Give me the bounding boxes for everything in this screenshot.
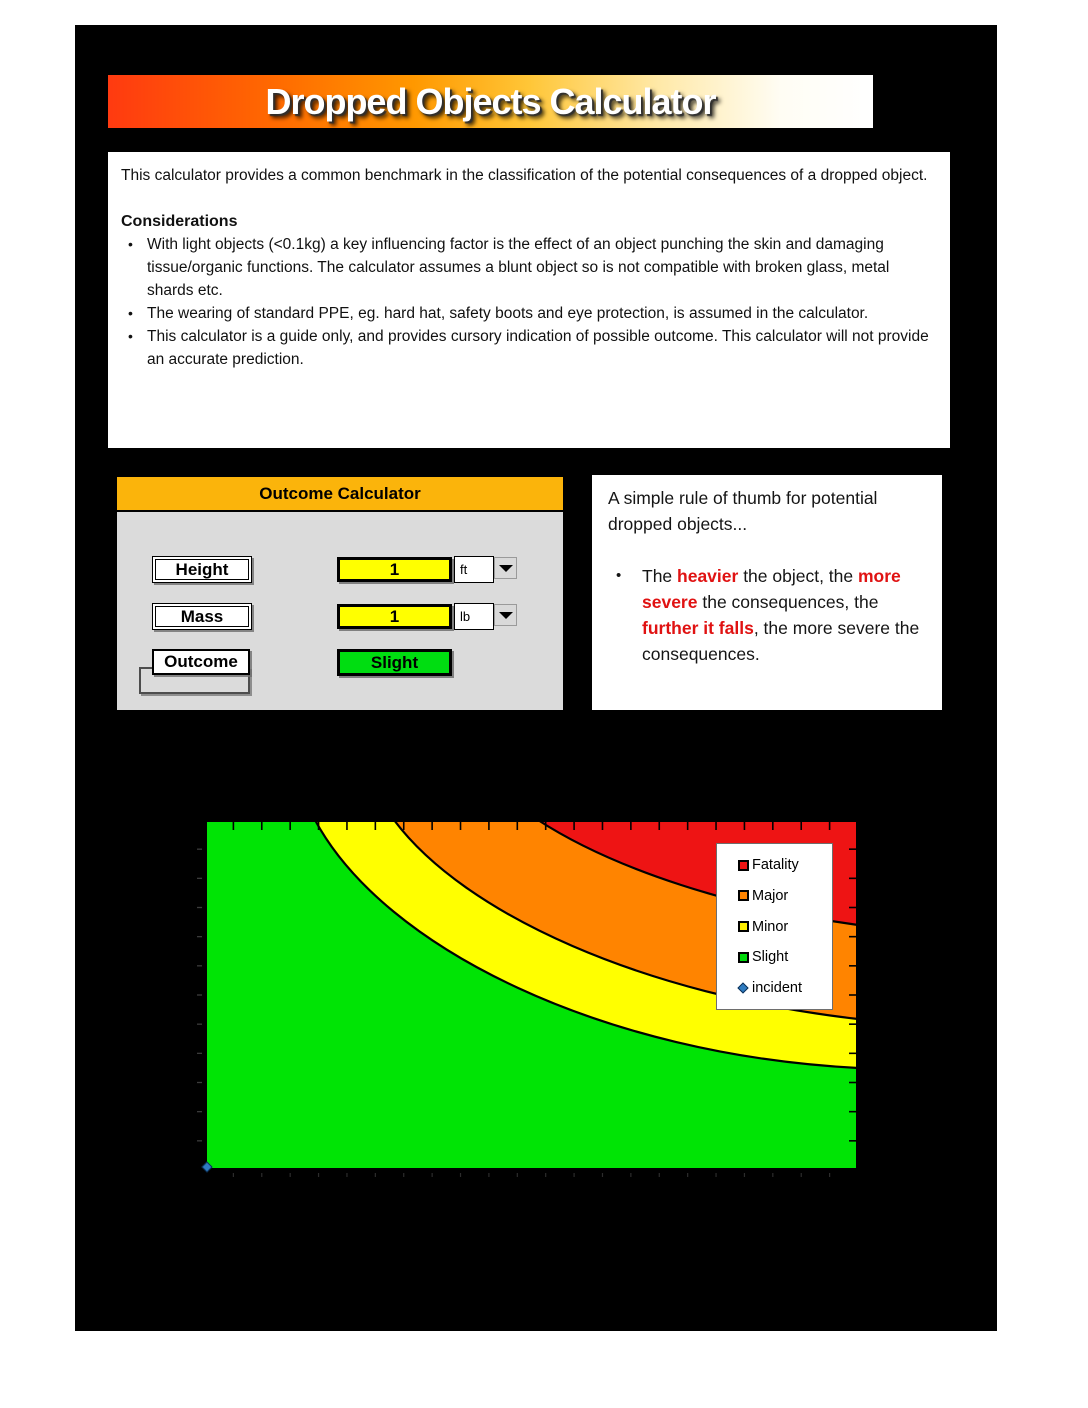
mass-label-box — [152, 603, 252, 630]
outcome-calculator-panel — [115, 475, 565, 712]
consideration-item: • This calculator is a guide only, and provides cursory indication of possible outcome. This calculator will not provide an accurate prediction. — [121, 325, 936, 371]
mass-unit-dropdown-button[interactable] — [494, 604, 517, 626]
outcome-value-display: Slight — [337, 649, 452, 676]
legend-item-major: Major — [738, 887, 832, 905]
outcome-label-box — [152, 649, 250, 675]
height-label-box — [152, 556, 252, 583]
height-unit-dropdown-button[interactable] — [494, 557, 517, 579]
legend-item-fatality: Fatality — [738, 856, 832, 874]
chevron-down-icon — [499, 565, 513, 572]
considerations-list — [121, 233, 936, 371]
rule-bullet-text: • The heavier the object, the more severe the consequences, the further it falls, the more severe the consequences. — [608, 563, 928, 667]
mass-label: Mass — [180, 606, 224, 626]
page-title: Dropped Objects Calculator — [265, 80, 716, 122]
major-swatch-icon — [738, 890, 749, 901]
intro-paragraph: This calculator provides a common benchmark in the classification of the potential consequences of a dropped object. — [121, 167, 928, 184]
legend-item-incident: incident — [738, 979, 832, 997]
height-value-input[interactable]: 1 — [337, 557, 452, 582]
chevron-down-icon — [499, 612, 513, 619]
minor-swatch-icon — [738, 921, 749, 932]
intro-box — [108, 152, 950, 448]
slide-background — [75, 25, 997, 1331]
slight-swatch-icon — [738, 952, 749, 963]
rule-of-thumb-box — [592, 475, 942, 710]
consideration-item: • The wearing of standard PPE, eg. hard hat, safety boots and eye protection, is assumed in the calculator. — [121, 302, 936, 325]
height-unit-select[interactable] — [454, 556, 517, 583]
mass-unit-select[interactable] — [454, 603, 517, 630]
chart-legend — [716, 843, 833, 1010]
incident-diamond-icon — [737, 982, 748, 993]
height-unit-value: ft — [454, 556, 494, 583]
legend-item-slight: Slight — [738, 948, 832, 966]
mass-value-input[interactable]: 1 — [337, 604, 452, 629]
mass-unit-value: lb — [454, 603, 494, 630]
title-banner — [108, 75, 873, 128]
outcome-zones-chart — [205, 820, 858, 1170]
legend-item-minor: Minor — [738, 918, 832, 936]
calculator-body — [117, 512, 563, 712]
height-label: Height — [175, 559, 229, 579]
rule-lead-text: A simple rule of thumb for potential dropped objects... — [608, 488, 878, 534]
calculator-header — [117, 477, 563, 512]
fatality-swatch-icon — [738, 860, 749, 871]
considerations-heading: Considerations — [121, 213, 238, 230]
calculator-title: Outcome Calculator — [259, 483, 421, 503]
outcome-label: Outcome — [164, 652, 238, 671]
consideration-item: • With light objects (<0.1kg) a key influencing factor is the effect of an object punching the skin and damaging tissue/organic functions. The calculator assumes a blunt object so is not compatible with broken glass, metal shards etc. — [121, 233, 936, 302]
